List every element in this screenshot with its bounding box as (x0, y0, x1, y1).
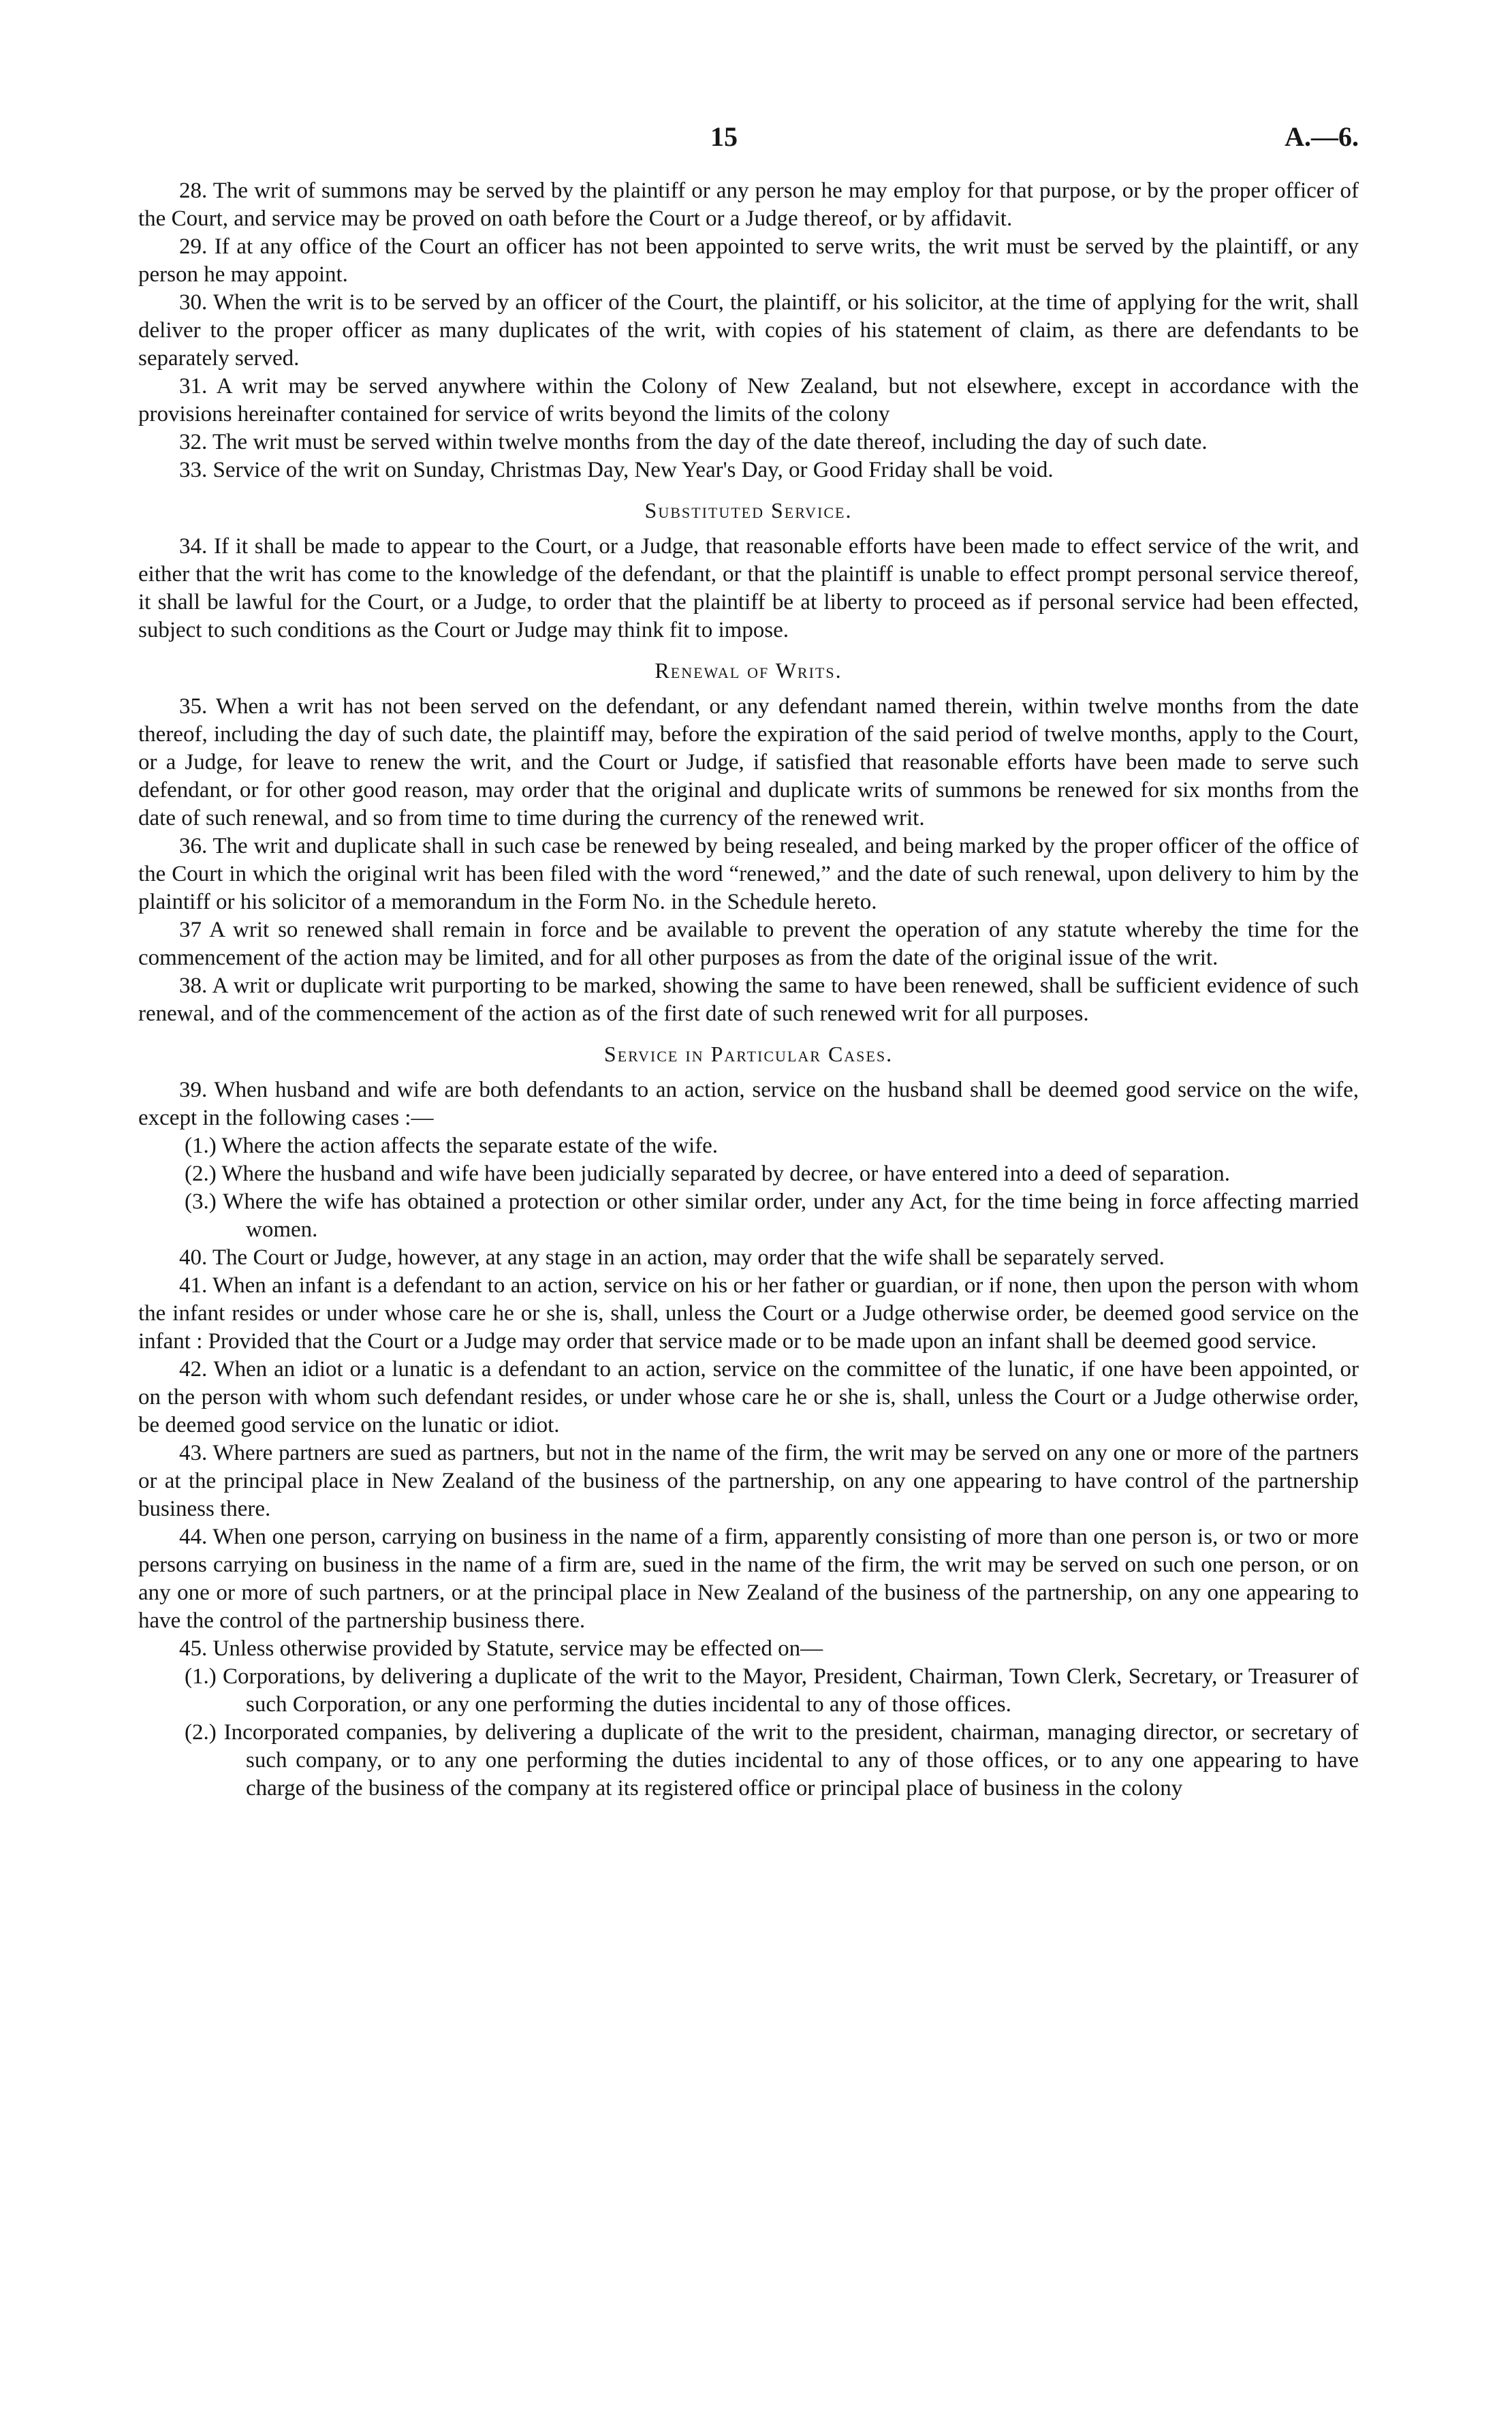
paragraph-40: 40. The Court or Judge, however, at any stage in an action, may order that the wife shall be separately served. (179, 1245, 1165, 1270)
paragraph-38: 38. A writ or duplicate writ purporting to be marked, showing the same to have been renewed, shall be sufficient evidence of such renewal, and of the commencement of the action as of the first date of such renewed writ for all purposes. (138, 973, 1359, 1026)
document-reference: A.—6. (1285, 121, 1359, 152)
page-number: 15 (710, 121, 738, 152)
paragraph-45: 45. Unless otherwise provided by Statute, service may be effected on— (179, 1636, 823, 1661)
paragraph-30: 30. When the writ is to be served by an officer of the Court, the plaintiff, or his solicitor, at the time of applying for the writ, shall deliver to the proper officer as many duplicates of the writ, with copies of his statement of claim, as there are defendants to be separately served. (138, 290, 1359, 371)
paragraph-43: 43. Where partners are sued as partners, but not in the name of the firm, the writ may be served on any one or more of the partners or at the principal place in New Zealand of the business of the partnership, on any one appearing to have control of the partnership business there. (138, 1441, 1359, 1521)
paragraph-29: 29. If at any office of the Court an officer has not been appointed to serve writs, the writ must be served by the plaintiff, or any person he may appoint. (138, 234, 1359, 287)
page-header (138, 123, 1359, 177)
sub-item-45-2: (2.) Incorporated companies, by delivering a duplicate of the writ to the president, chairman, managing director, or secretary of such company, or to any one performing the duties incidental to any of those offices, or to any one appearing to have charge of the business of the company at its registered office or principal place of business in the colony (185, 1720, 1359, 1801)
paragraph-31: 31. A writ may be served anywhere within the Colony of New Zealand, but not elsewhere, except in accordance with the provisions hereinafter contained for service of writs beyond the limits of the colony (138, 374, 1359, 426)
section-substituted-service (138, 497, 1359, 644)
sub-item-39-1: (1.) Where the action affects the separate estate of the wife. (185, 1134, 719, 1158)
paragraph-28: 28. The writ of summons may be served by the plaintiff or any person he may employ for that purpose, or by the proper officer of the Court, and service may be proved on oath before the Court or a Judge thereof, or by affidavit. (138, 178, 1359, 231)
section-service-of-writ (138, 177, 1359, 484)
paragraph-35: 35. When a writ has not been served on the defendant, or any defendant named therein, within twelve months from the date thereof, including the day of such date, the plaintiff may, before the expiration of the said period of twelve months, apply to the Court, or a Judge, for leave to renew the writ, and the Court or Judge, if satisfied that reasonable efforts have been made to serve such defendant, or for other good reason, may order that the original and duplicate writs of summons be renewed for six months from the date of such renewal, and so from time to time during the currency of the renewed writ. (138, 694, 1359, 830)
paragraph-44: 44. When one person, carrying on business in the name of a firm, apparently consisting of more than one person is, or two or more persons carrying on business in the name of a firm are, sued in the name of the firm, the writ may be served on such one person, or on any one or more of such partners, or at the principal place in New Zealand of the business of the partnership, on any one appearing to have the control of the partnership business there. (138, 1525, 1359, 1633)
paragraph-41: 41. When an infant is a defendant to an action, service on his or her father or guardian, or if none, then upon the person with whom the infant resides or under whose care he or she is, shall, unless the Court or a Judge otherwise order, be deemed good service on the infant : Provided that the Court or a Judge may order that service made or to be made upon an infant shall be deemed good service. (138, 1273, 1359, 1354)
section-renewal-of-writs (138, 657, 1359, 1028)
sub-item-45-1: (1.) Corporations, by delivering a duplicate of the writ to the Mayor, President, Chairman, Town Clerk, Secretary, or Treasurer of such Corporation, or any one performing the duties incidental to any of those offices. (185, 1664, 1359, 1717)
section-service-in-particular-cases (138, 1040, 1359, 1803)
paragraph-33: 33. Service of the writ on Sunday, Christmas Day, New Year's Day, or Good Friday shall be void. (179, 458, 1054, 482)
sub-item-39-2: (2.) Where the husband and wife have been judicially separated by decree, or have entered into a deed of separation. (185, 1162, 1231, 1186)
paragraph-42: 42. When an idiot or a lunatic is a defendant to an action, service on the committee of the lunatic, if one have been appointed, or on the person with whom such defendant resides, or under whose care he or she is, shall, unless the Court or a Judge otherwise order, be deemed good service on the lunatic or idiot. (138, 1357, 1359, 1437)
sub-item-39-3: (3.) Where the wife has obtained a protection or other similar order, under any Act, for the time being in force affecting married women. (185, 1189, 1359, 1242)
paragraph-39: 39. When husband and wife are both defendants to an action, service on the husband shall be deemed good service on the wife, except in the following cases :— (138, 1078, 1359, 1130)
section-heading: Substituted Service. (644, 498, 853, 523)
paragraph-32: 32. The writ must be served within twelve months from the day of the date thereof, including the day of such date. (179, 430, 1208, 454)
paragraph-34: 34. If it shall be made to appear to the Court, or a Judge, that reasonable efforts have been made to effect service of the writ, and either that the writ has come to the knowledge of the defendant, or that the plaintiff is unable to effect prompt personal service thereof, it shall be lawful for the Court, or a Judge, to order that the plaintiff be at liberty to proceed as if personal service had been effected, subject to such conditions as the Court or Judge may think fit to impose. (138, 534, 1359, 642)
section-heading: Service in Particular Cases. (603, 1042, 894, 1066)
section-heading: Renewal of Writs. (655, 658, 842, 683)
paragraph-37: 37 A writ so renewed shall remain in force and be available to prevent the operation of any statute whereby the time for the commencement of the action may be limited, and for all other purposes as from the date of the original issue of the writ. (138, 918, 1359, 970)
paragraph-36: 36. The writ and duplicate shall in such case be renewed by being resealed, and being marked by the proper officer of the office of the Court in which the original writ has been filed with the word “renewed,” and the date of such renewal, upon delivery to him by the plaintiff or his solicitor of a memorandum in the Form No. in the Schedule hereto. (138, 834, 1359, 914)
